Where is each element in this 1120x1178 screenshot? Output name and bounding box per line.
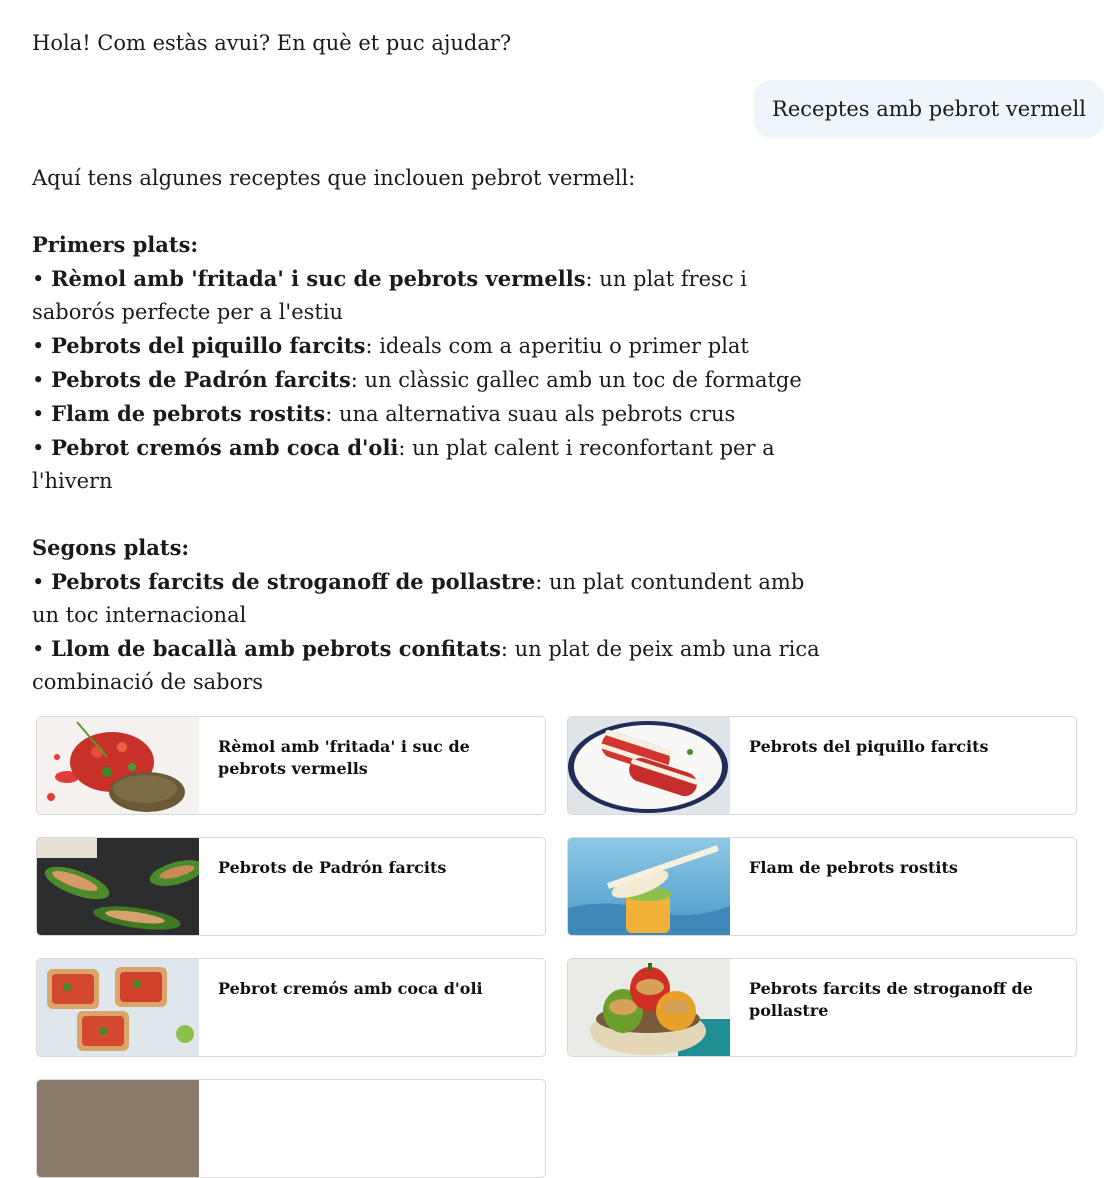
list-item: • Llom de bacallà amb pebrots confitats: un plat de peix amb una rica combinació de sabors [32,636,820,694]
list-item: • Pebrot cremós amb coca d'oli: un plat calent i reconfortant per a l'hivern [32,435,775,493]
recipe-thumbnail [568,717,730,814]
recipe-thumbnail [568,838,730,935]
user-message-bubble: Receptes amb pebrot vermell [754,80,1104,138]
recipe-thumbnail [37,959,199,1056]
recipe-card-title: Pebrots del piquillo farcits [749,737,989,756]
assistant-answer [32,162,832,699]
recipe-card-title: Rèmol amb 'fritada' i suc de pebrots vermells [218,737,470,778]
recipe-card-title: Pebrot cremós amb coca d'oli [218,979,483,998]
recipe-card[interactable] [36,958,546,1057]
recipe-card[interactable] [567,837,1077,936]
list-item: • Flam de pebrots rostits: una alternativa suau als pebrots crus [32,401,736,426]
answer-intro: Aquí tens algunes receptes que inclouen pebrot vermell: [32,166,636,190]
recipe-card[interactable] [567,716,1077,815]
list-item: • Rèmol amb 'fritada' i suc de pebrots vermells: un plat fresc i saborós perfecte per a l'estiu [32,266,747,324]
recipe-card[interactable] [36,837,546,936]
section-heading: Segons plats: [32,535,190,560]
recipe-card-title: Pebrots farcits de stroganoff de pollastre [749,979,1033,1020]
recipe-card[interactable] [36,1079,546,1178]
list-item: • Pebrots de Padrón farcits: un clàssic gallec amb un toc de formatge [32,367,802,392]
recipe-thumbnail [37,717,199,814]
list-item: • Pebrots del piquillo farcits: ideals com a aperitiu o primer plat [32,333,749,358]
recipe-card-title: Flam de pebrots rostits [749,858,958,877]
recipe-card[interactable] [36,716,546,815]
recipe-card[interactable] [567,958,1077,1057]
recipe-thumbnail [568,959,730,1056]
recipe-thumbnail [37,1080,199,1177]
section-heading: Primers plats: [32,232,199,257]
recipe-card-title: Pebrots de Padrón farcits [218,858,447,877]
recipe-thumbnail [37,838,199,935]
list-item: • Pebrots farcits de stroganoff de pollastre: un plat contundent amb un toc internacional [32,569,805,627]
assistant-greeting: Hola! Com estàs avui? En què et puc ajudar? [32,31,512,55]
